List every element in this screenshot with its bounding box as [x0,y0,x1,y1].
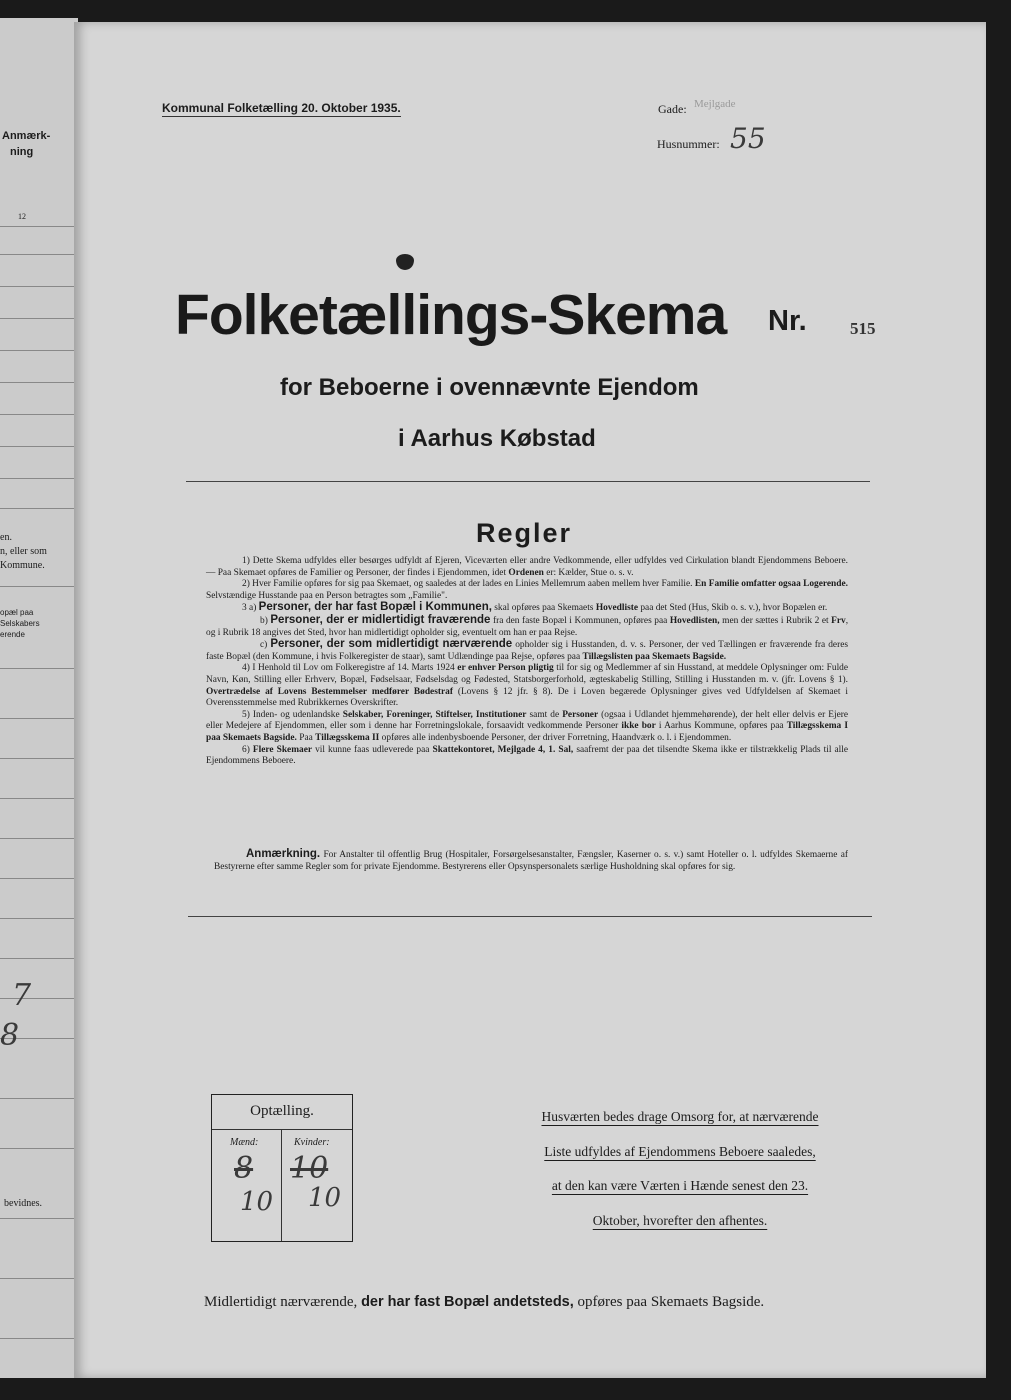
left-fragment: erende [0,630,25,639]
form-title: Folketællings-Skema [175,283,727,347]
left-fragment: en. [0,532,12,543]
rules-text: 1) Dette Skema udfyldes eller besørges udfyldt af Ejeren, Viceværten eller andre Vedkommende, eller udfyldes ved Cirkulation blandt Ejendommens Beboere. — Paa Skemaet opføres de Familier og Personer, der findes i Ejendommen, idet Ordenen er: Kælder, Stue o. s. v. 2) Hver Familie opføres for sig paa Skemaet, og saaledes at der lades en Linies Mellemrum aaben mellem hver Familie. En Familie omfatter ogsaa Logerende. Selvstændige Husstande paa en Person betragtes som „Familie". 3 a) Personer, der har fast Bopæl i Kommunen, skal opføres paa Skemaets Hovedliste paa det Sted (Hus, Skib o. s. v.), hvor Bopælen er. b) Personer, der er midlertidigt fraværende fra den faste Bopæl i Kommunen, opføres paa Hovedlisten, men der sættes i Rubrik 2 et Frv, og i Rubrik 18 angives det Sted, hvor han midlertidigt opholder sig, eventuelt om han er paa Rejse. c) Personer, der som midlertidigt nærværende opholder sig i Husstanden, d. v. s. Personer, der ved Tællingen er fraværende fra deres faste Bopæl (den Kommune, i hvis Folkeregister de staar), samt Udlændinge paa Rejse, opføres paa Tillægslisten paa Skemaets Bagside. 4) I Henhold til Lov om Folkeregistre af 14. Marts 1924 er enhver Person pligtig til for sig og Medlemmer af sin Husstand, at meddele Oplysninger om: Fulde Navn, Køn, Stilling eller Erhverv, Bopæl, Fødselsaar, Fødselsdag og Fødested, Statsborgerforhold, ægteskabelig Stilling, Stilling i Husstanden m. v. (jfr. Lovens § 1). Overtrædelse af Lovens Bestemmelser medfører Bødestraf (Lovens § 12 jfr. § 8). De i Loven begærede Oplysninger gives ved Udfyldelsen af Skemaet i Overensstemmelse med Rubrikkernes Overskrifter. 5) Inden- og udenlandske Selskaber, Foreninger, Stiftelser, Institutioner samt de Personer (ogsaa i Udlandet hjemmehørende), der helt eller delvis er Ejere eller Medejere af Ejendommen, eller som i denne har Forretningslokale, forsaavidt vedkommende Personer ikke bor i Aarhus Kommune, opføres paa Tillægsskema I paa Skemaets Bagside. Paa Tillægsskema II opføres alle indenbysboende Personer, der driver Forretning, Haandværk o. l. i Ejendommen. 6) Flere Skemaer vil kunne faas udleverede paa Skattekontoret, Mejlgade 4, 1. Sal, saafremt der paa det tilsendte Skema ikke er tilstrækkelig Plads til alle Ejendommens Beboere. [206,556,849,767]
host-notice [512,1100,848,1238]
divider-top [186,481,870,482]
count-box-divider [212,1129,352,1130]
host-notice-line: Liste udfyldes af Ejendommens Beboere saaledes, [544,1143,816,1159]
footer-note: Midlertidigt nærværende, der har fast Bopæl andetsteds, opføres paa Skemaets Bagside. [204,1294,765,1310]
host-notice-line: Oktober, hvorefter den afhentes. [592,1212,768,1228]
subtitle-residents: for Beboerne i ovennævnte Ejendom [280,374,699,401]
divider-bottom [188,916,872,917]
men-count: 8 [234,1151,254,1186]
men-total: 10 [240,1187,274,1217]
women-label: Kvinder: [294,1137,330,1148]
form-number: 515 [850,319,876,338]
left-fragment: Kommune. [0,560,45,571]
subtitle-city: i Aarhus Købstad [398,425,596,452]
left-fragment: 12 [18,212,26,221]
left-fragment: opæl paa [0,608,34,617]
note-label: Anmærkning. [246,848,321,860]
rules-heading: Regler [476,518,573,548]
host-notice-line: at den kan være Værten i Hænde senest den 23. [551,1178,809,1193]
count-box-column-divider [281,1129,282,1241]
gade-value: Mejlgade [694,98,736,110]
husnummer-label: Husnummer: [657,137,720,151]
count-box-title: Optælling. [250,1103,314,1119]
left-handwritten: 7 [12,978,32,1013]
left-fragment: Selskabers [0,619,40,628]
women-count: 10 [290,1151,329,1186]
husnummer-value: 55 [730,122,766,155]
left-handwritten: 8 [0,1018,20,1053]
host-notice-line: Husværten bedes drage Omsorg for, at nærværende [541,1109,819,1124]
left-fragment: Anmærk- [2,130,51,142]
left-page [0,18,78,1378]
gade-label: Gade: [658,102,687,116]
note-text: Anmærkning. For Anstalter til offentlig Brug (Hospitaler, Forsørgelsesanstalter, Fængsler, Kaserner o. s. v.) samt Hoteller o. l. udfyldes Skemaerne af Bestyrerne efter samme Regler som for private Ejendomme. Bestyrerens eller Opsynspersonalets særlige Husholdning skal opføres for sig. [214,848,849,872]
nr-label: Nr. [768,305,807,337]
left-fragment: bevidnes. [4,1198,43,1209]
men-label: Mænd: [230,1137,259,1148]
count-box [211,1094,353,1242]
women-total: 10 [308,1183,342,1213]
left-fragment: ning [10,146,34,158]
census-line: Kommunal Folketælling 20. Oktober 1935. [162,101,401,115]
left-fragment: n, eller som [0,546,47,557]
